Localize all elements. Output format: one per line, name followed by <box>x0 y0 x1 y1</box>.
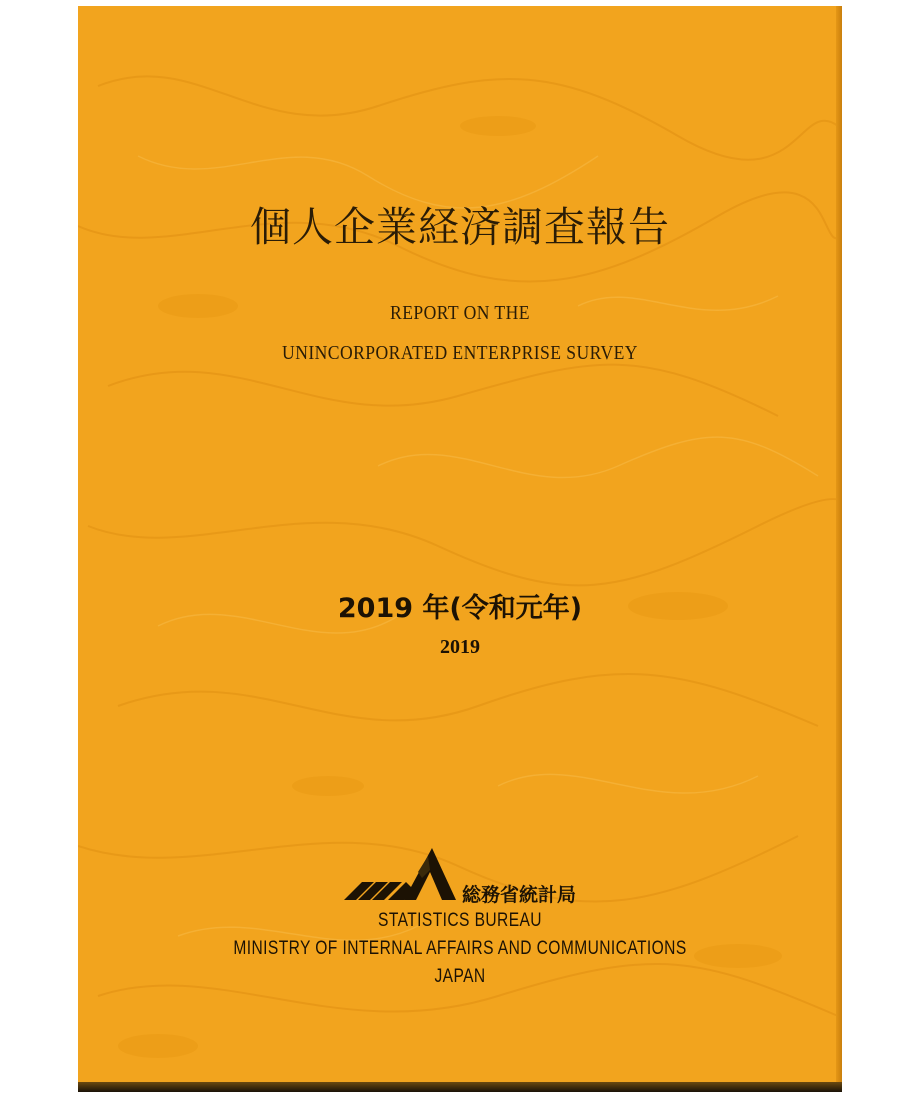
publisher-en-line3: JAPAN <box>434 966 486 987</box>
publisher-en-line2: MINISTRY OF INTERNAL AFFAIRS AND COMMUNICATIONS <box>233 938 687 959</box>
publisher-en-line1: STATISTICS BUREAU <box>378 910 542 931</box>
report-title-en-line1: REPORT ON THE <box>390 302 530 324</box>
report-title-en-line2: UNINCORPORATED ENTERPRISE SURVEY <box>282 342 638 364</box>
report-year-en: 2019 <box>440 636 480 658</box>
cover-bottom-edge <box>78 1082 842 1092</box>
cover-right-edge <box>836 6 842 1092</box>
statistics-bureau-logo-icon <box>344 842 456 906</box>
report-cover <box>78 6 842 1092</box>
report-title-jp: 個人企業経済調査報告 <box>250 203 670 251</box>
publisher-jp: 総務省統計局 <box>462 884 577 906</box>
report-year-jp: 2019 年(令和元年) <box>337 593 583 624</box>
